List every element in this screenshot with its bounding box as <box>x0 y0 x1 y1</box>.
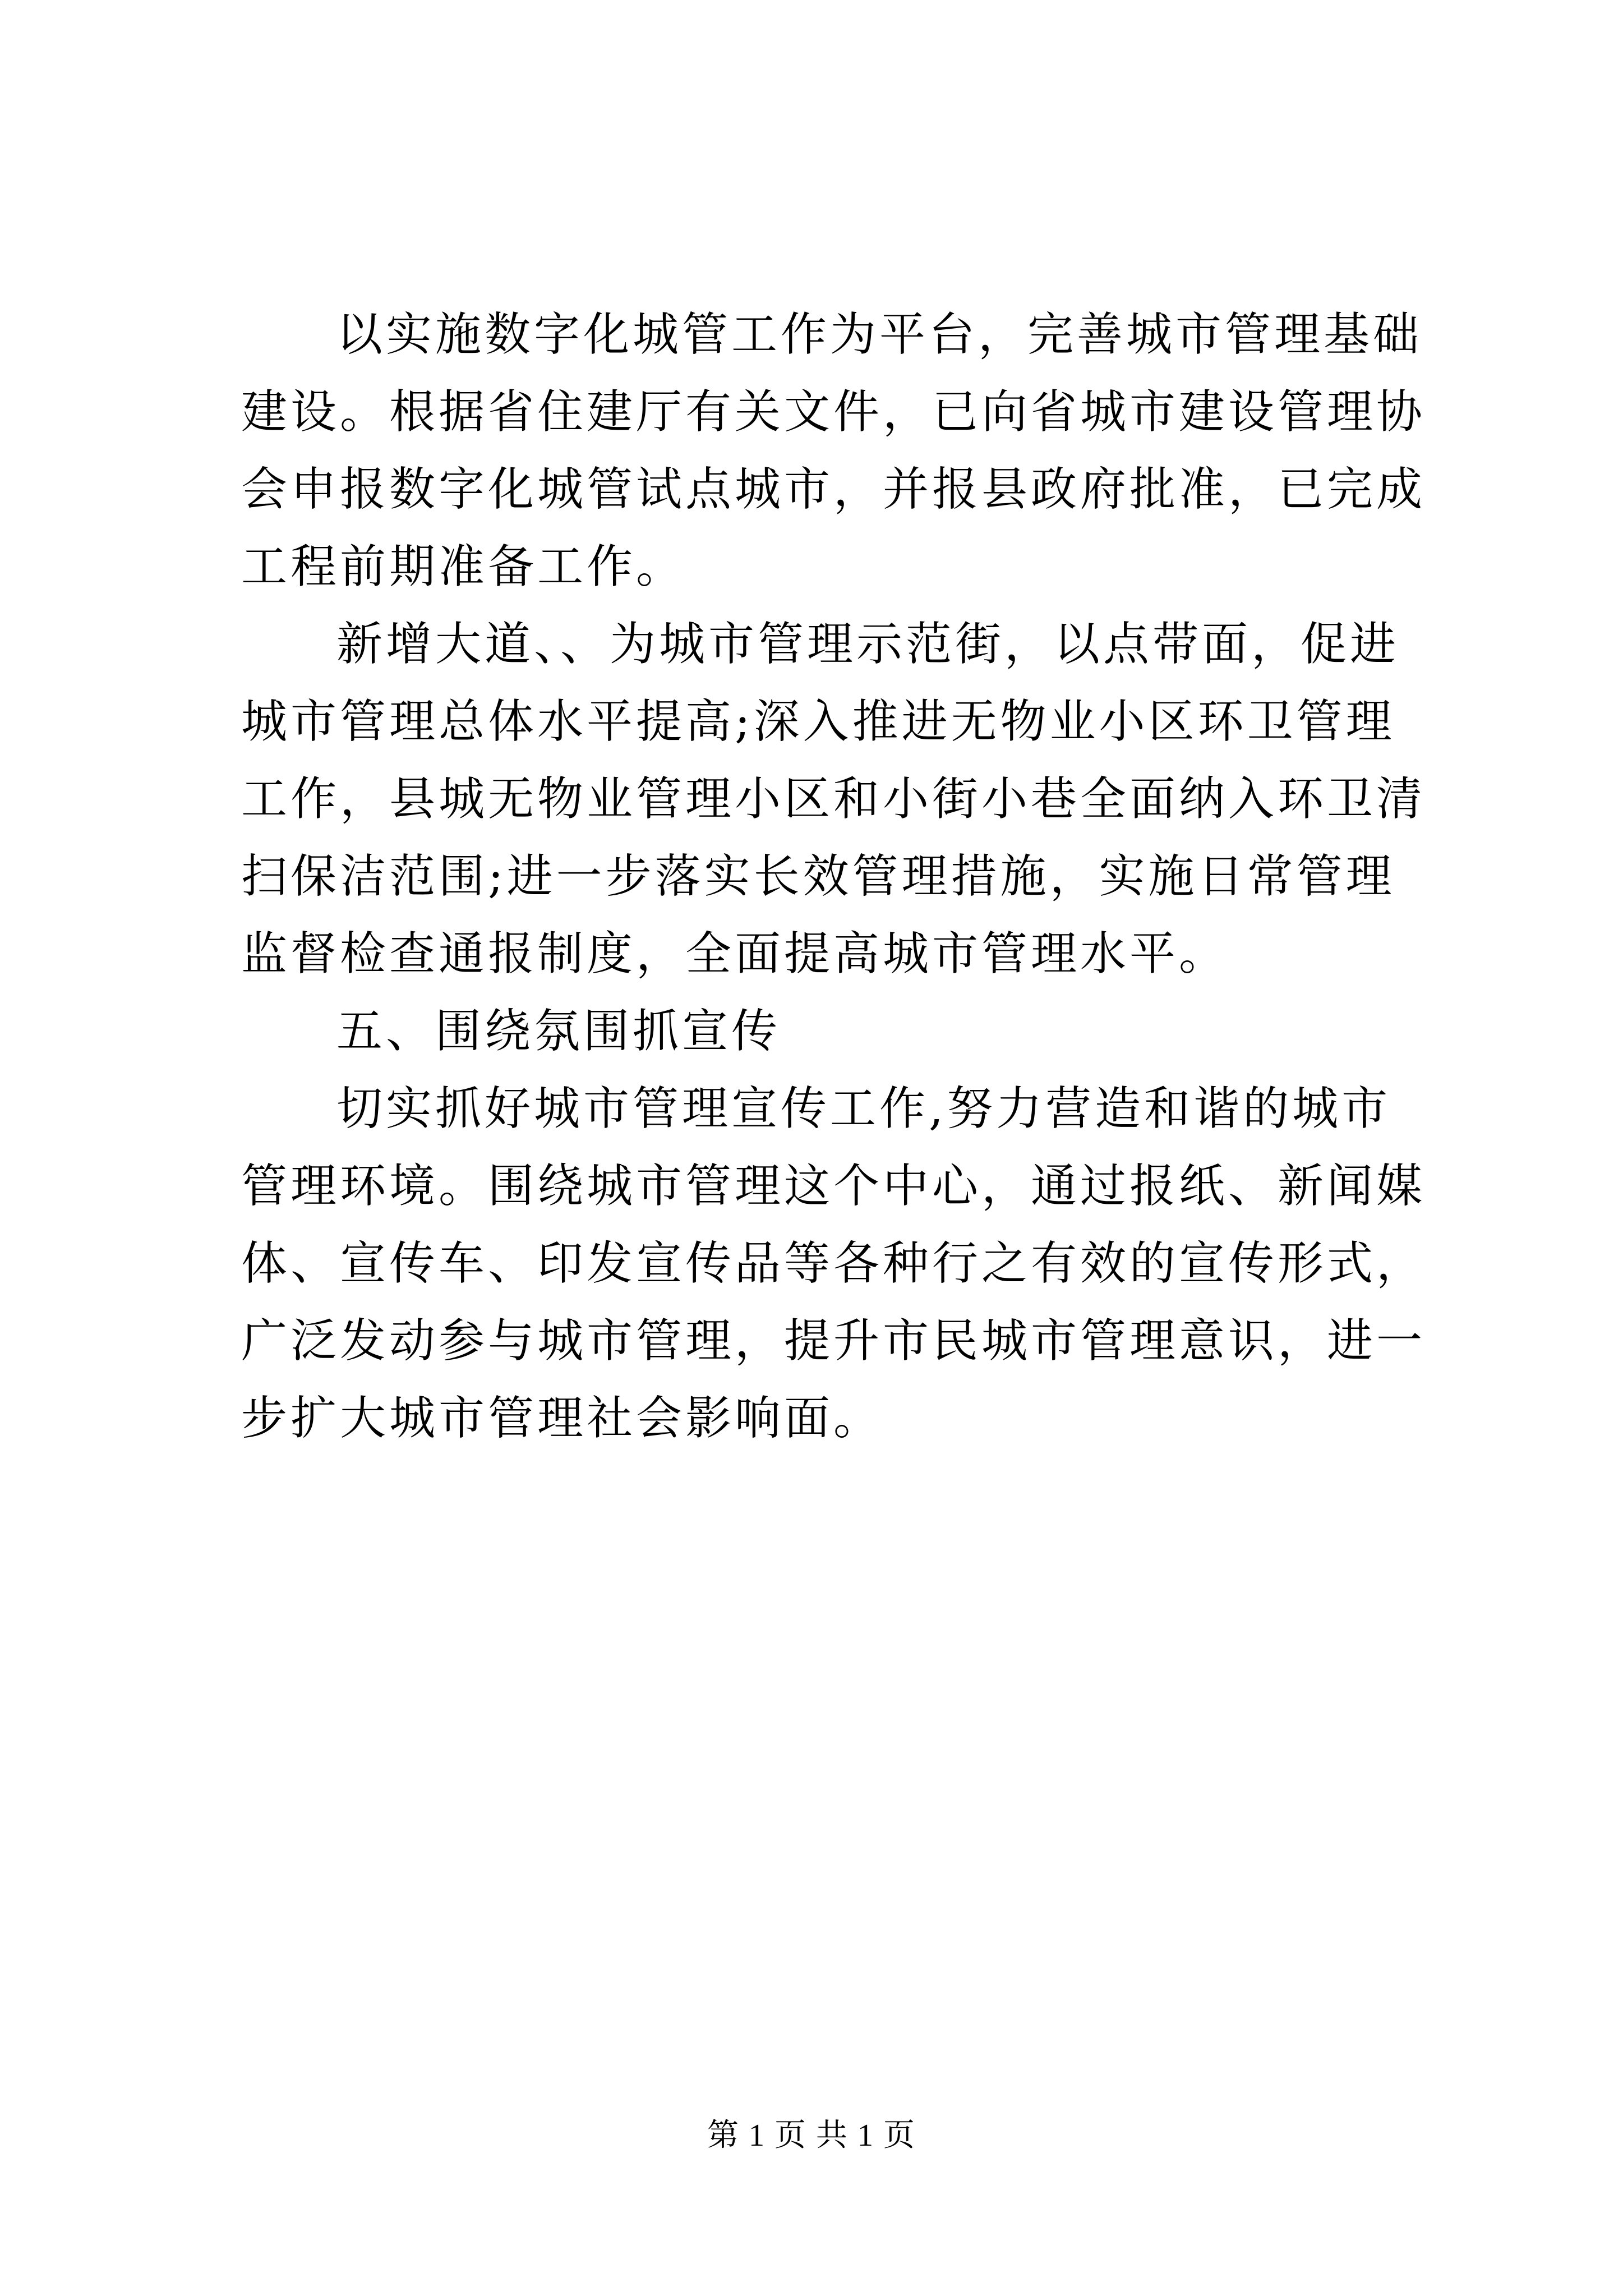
section-heading: 五、围绕氛围抓宣传 <box>336 1005 781 1058</box>
paragraph-publicity: 切实抓好城市管理宣传工作,努力营造和谐的城市管理环境。围绕城市管理这个中心，通过报纸、新闻媒体、宣传车、印发宣传品等各种行之有效的宣传形式，广泛发动参与城市管理，提升市民城市管理意识，进一步扩大城市管理社会影响面。 <box>241 1082 1426 1445</box>
paragraph-demonstration-street: 新增大道、、为城市管理示范街，以点带面，促进城市管理总体水平提高;深入推进无物业小区环卫管理工作，县城无物业管理小区和小街小巷全面纳入环卫清扫保洁范围;进一步落实长效管理措施，实施日常管理监督检查通报制度，全面提高城市管理水平。 <box>241 618 1426 981</box>
document-body <box>241 296 1430 1457</box>
page-number-footer: 第 1 页 共 1 页 <box>707 2118 916 2153</box>
paragraph-digital-management: 以实施数字化城管工作为平台，完善城市管理基础建设。根据省住建厅有关文件，已向省城市建设管理协会申报数字化城管试点城市，并报县政府批准，已完成工程前期准备工作。 <box>241 308 1426 593</box>
